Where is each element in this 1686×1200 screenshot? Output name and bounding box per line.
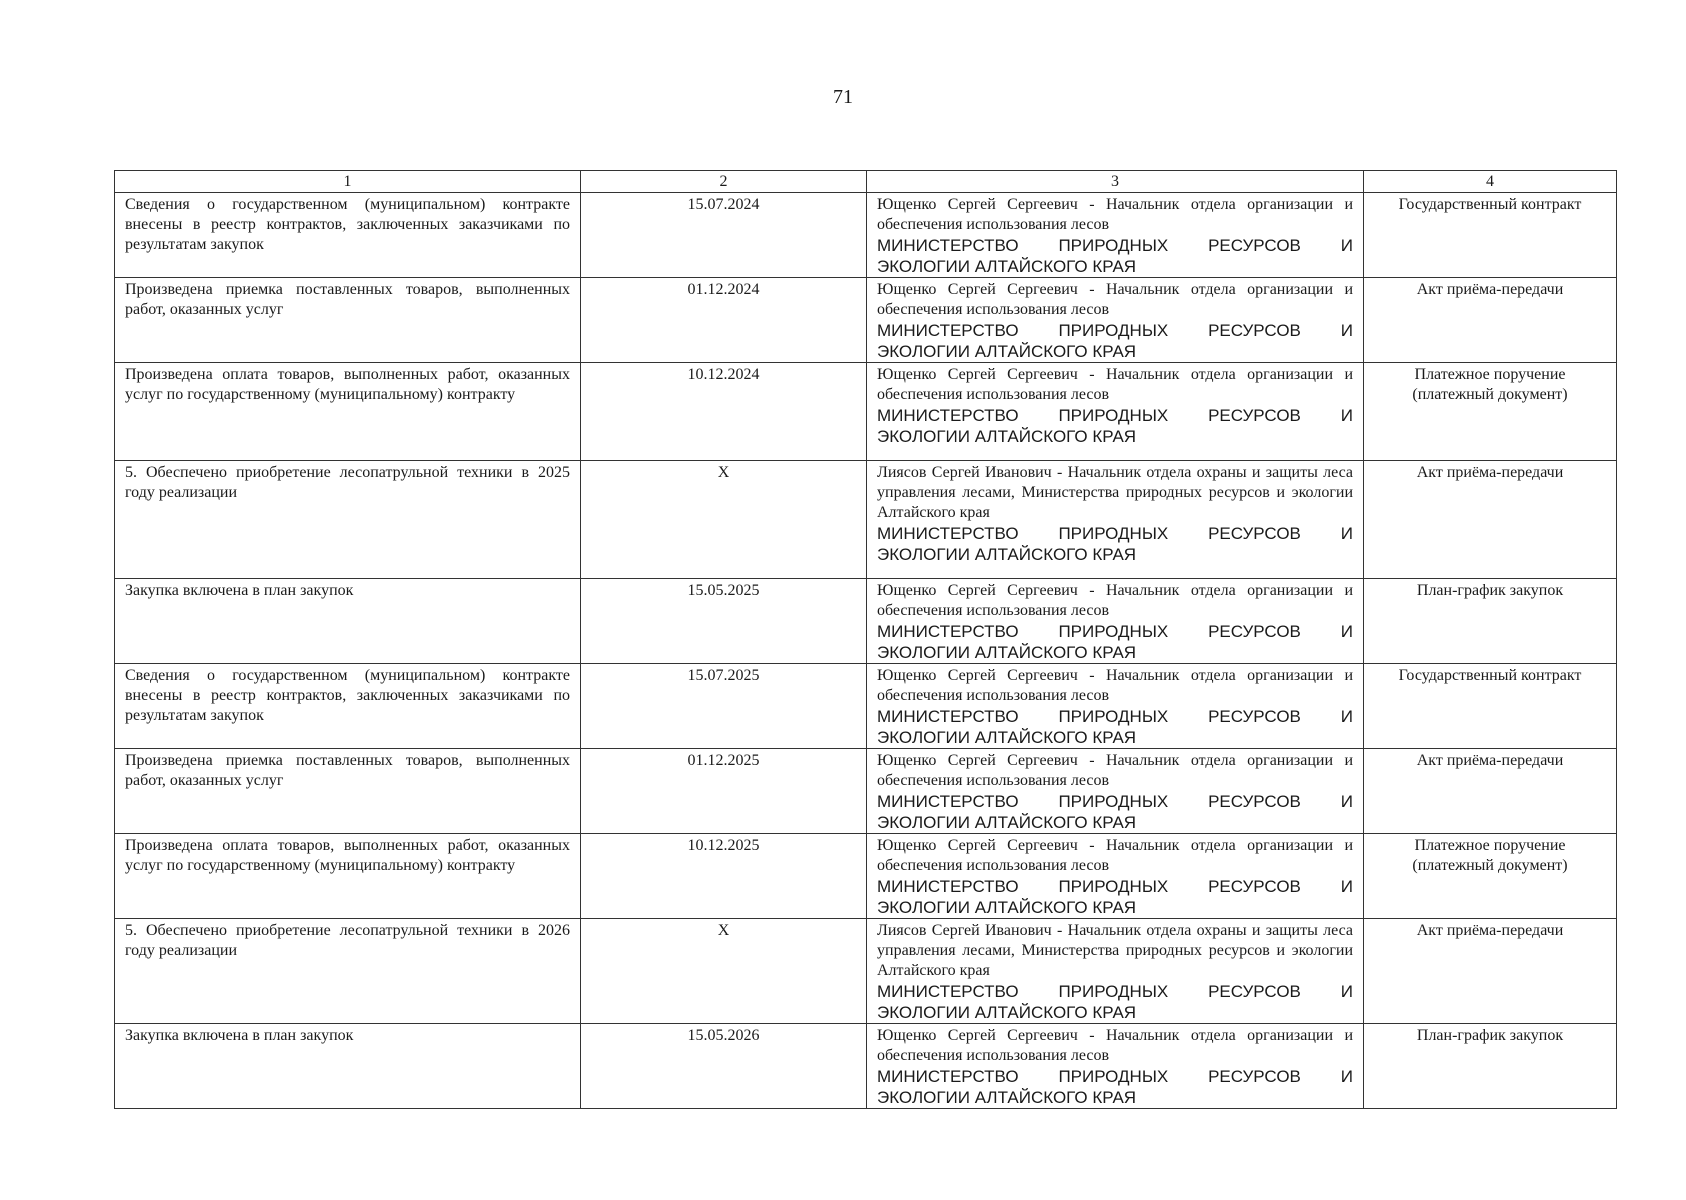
event-cell: Закупка включена в план закупок [115,1024,581,1109]
ministry-line-2: ЭКОЛОГИИ АЛТАЙСКОГО КРАЯ [877,643,1137,662]
table-row [115,363,1617,461]
document-cell: Платежное поручение (платежный документ) [1364,834,1617,919]
ministry-name [877,235,1353,277]
responsible-cell [867,834,1364,919]
column-header: 1 [115,171,581,193]
event-cell: Сведения о государственном (муниципальном) контракте внесены в реестр контрактов, заключенных заказчиками по результатам закупок [115,193,581,278]
ministry-line-1: МИНИСТЕРСТВО ПРИРОДНЫХ РЕСУРСОВ И [877,622,1353,641]
responsible-cell [867,919,1364,1024]
table-header-row [115,171,1617,193]
column-header: 4 [1364,171,1617,193]
ministry-line-1: МИНИСТЕРСТВО ПРИРОДНЫХ РЕСУРСОВ И [877,1067,1353,1086]
date-cell: 01.12.2024 [581,278,867,363]
table-row [115,461,1617,579]
ministry-name [877,706,1353,748]
responsible-cell [867,193,1364,278]
responsible-cell [867,1024,1364,1109]
event-cell: Произведена оплата товаров, выполненных работ, оказанных услуг по государственному (муниципальному) контракту [115,363,581,461]
responsible-person: Ющенко Сергей Сергеевич - Начальник отдела организации и обеспечения использования лесов [877,582,1353,619]
table-row [115,193,1617,278]
document-cell: Акт приёма-передачи [1364,461,1617,579]
table-row [115,1024,1617,1109]
column-header: 2 [581,171,867,193]
responsible-person: Лиясов Сергей Иванович - Начальник отдела охраны и защиты леса управления лесами, Министерства природных ресурсов и экологии Алтайского края [877,922,1353,979]
responsible-person: Ющенко Сергей Сергеевич - Начальник отдела организации и обеспечения использования лесов [877,752,1353,789]
column-header: 3 [867,171,1364,193]
responsible-person: Ющенко Сергей Сергеевич - Начальник отдела организации и обеспечения использования лесов [877,1027,1353,1064]
table-row [115,664,1617,749]
responsible-cell [867,461,1364,579]
ministry-line-1: МИНИСТЕРСТВО ПРИРОДНЫХ РЕСУРСОВ И [877,321,1353,340]
ministry-line-1: МИНИСТЕРСТВО ПРИРОДНЫХ РЕСУРСОВ И [877,877,1353,896]
table-row [115,278,1617,363]
date-cell: 15.07.2024 [581,193,867,278]
date-cell: 15.05.2026 [581,1024,867,1109]
document-cell: Акт приёма-передачи [1364,749,1617,834]
ministry-name [877,791,1353,833]
event-cell: Произведена оплата товаров, выполненных работ, оказанных услуг по государственному (муниципальному) контракту [115,834,581,919]
event-cell: Сведения о государственном (муниципальном) контракте внесены в реестр контрактов, заключенных заказчиками по результатам закупок [115,664,581,749]
responsible-person: Ющенко Сергей Сергеевич - Начальник отдела организации и обеспечения использования лесов [877,837,1353,874]
ministry-line-2: ЭКОЛОГИИ АЛТАЙСКОГО КРАЯ [877,545,1137,564]
ministry-name [877,981,1353,1023]
ministry-line-2: ЭКОЛОГИИ АЛТАЙСКОГО КРАЯ [877,1088,1137,1107]
document-cell: Государственный контракт [1364,193,1617,278]
document-cell: Платежное поручение (платежный документ) [1364,363,1617,461]
responsible-person: Ющенко Сергей Сергеевич - Начальник отдела организации и обеспечения использования лесов [877,196,1353,233]
table-row [115,579,1617,664]
date-cell: 15.05.2025 [581,579,867,664]
responsible-cell [867,749,1364,834]
event-cell: Произведена приемка поставленных товаров, выполненных работ, оказанных услуг [115,278,581,363]
ministry-line-1: МИНИСТЕРСТВО ПРИРОДНЫХ РЕСУРСОВ И [877,707,1353,726]
ministry-line-2: ЭКОЛОГИИ АЛТАЙСКОГО КРАЯ [877,898,1137,917]
document-cell: Государственный контракт [1364,664,1617,749]
date-cell: 10.12.2025 [581,834,867,919]
responsible-person: Ющенко Сергей Сергеевич - Начальник отдела организации и обеспечения использования лесов [877,366,1353,403]
ministry-line-1: МИНИСТЕРСТВО ПРИРОДНЫХ РЕСУРСОВ И [877,982,1353,1001]
ministry-line-2: ЭКОЛОГИИ АЛТАЙСКОГО КРАЯ [877,1003,1137,1022]
document-cell: Акт приёма-передачи [1364,919,1617,1024]
ministry-line-2: ЭКОЛОГИИ АЛТАЙСКОГО КРАЯ [877,427,1137,446]
event-cell: 5. Обеспечено приобретение лесопатрульной техники в 2025 году реализации [115,461,581,579]
ministry-line-1: МИНИСТЕРСТВО ПРИРОДНЫХ РЕСУРСОВ И [877,406,1353,425]
ministry-line-1: МИНИСТЕРСТВО ПРИРОДНЫХ РЕСУРСОВ И [877,236,1353,255]
date-cell: 15.07.2025 [581,664,867,749]
event-cell: 5. Обеспечено приобретение лесопатрульной техники в 2026 году реализации [115,919,581,1024]
ministry-line-2: ЭКОЛОГИИ АЛТАЙСКОГО КРАЯ [877,342,1137,361]
date-cell: 01.12.2025 [581,749,867,834]
responsible-cell [867,363,1364,461]
responsible-person: Ющенко Сергей Сергеевич - Начальник отдела организации и обеспечения использования лесов [877,667,1353,704]
control-points-table [114,170,1617,1109]
event-cell: Закупка включена в план закупок [115,579,581,664]
date-cell: X [581,461,867,579]
ministry-name [877,876,1353,918]
table-row [115,834,1617,919]
ministry-line-2: ЭКОЛОГИИ АЛТАЙСКОГО КРАЯ [877,813,1137,832]
page-number: 71 [833,86,853,108]
ministry-line-2: ЭКОЛОГИИ АЛТАЙСКОГО КРАЯ [877,728,1137,747]
responsible-cell [867,278,1364,363]
date-cell: 10.12.2024 [581,363,867,461]
responsible-person: Ющенко Сергей Сергеевич - Начальник отдела организации и обеспечения использования лесов [877,281,1353,318]
table-row [115,919,1617,1024]
ministry-name [877,1066,1353,1108]
ministry-line-1: МИНИСТЕРСТВО ПРИРОДНЫХ РЕСУРСОВ И [877,524,1353,543]
event-cell: Произведена приемка поставленных товаров, выполненных работ, оказанных услуг [115,749,581,834]
date-cell: X [581,919,867,1024]
ministry-name [877,621,1353,663]
ministry-name [877,523,1353,565]
document-cell: План-график закупок [1364,1024,1617,1109]
responsible-cell [867,664,1364,749]
ministry-name [877,405,1353,447]
ministry-name [877,320,1353,362]
document-cell: План-график закупок [1364,579,1617,664]
ministry-line-2: ЭКОЛОГИИ АЛТАЙСКОГО КРАЯ [877,257,1137,276]
table-row [115,749,1617,834]
document-cell: Акт приёма-передачи [1364,278,1617,363]
ministry-line-1: МИНИСТЕРСТВО ПРИРОДНЫХ РЕСУРСОВ И [877,792,1353,811]
responsible-person: Лиясов Сергей Иванович - Начальник отдела охраны и защиты леса управления лесами, Министерства природных ресурсов и экологии Алтайского края [877,464,1353,521]
responsible-cell [867,579,1364,664]
